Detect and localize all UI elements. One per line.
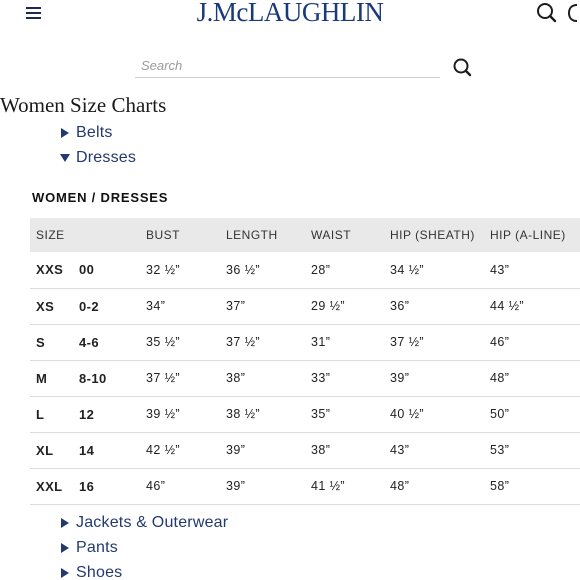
triangle-right-icon — [58, 566, 72, 580]
shopping-bag-icon[interactable] — [566, 2, 580, 24]
bust-cell: 39 ½” — [140, 396, 220, 432]
hip-sheath-cell: 39” — [384, 360, 484, 396]
size-cell: M — [30, 360, 73, 396]
column-header — [73, 218, 140, 252]
accordion-label: Dresses — [76, 149, 137, 166]
table-row — [30, 360, 580, 396]
size-number-cell: 12 — [73, 396, 140, 432]
column-header: HIP (SHEATH) — [384, 218, 484, 252]
table-row — [30, 396, 580, 432]
hip-aline-cell: 50” — [484, 396, 580, 432]
length-cell: 37 ½” — [220, 324, 305, 360]
size-number-cell: 8-10 — [73, 360, 140, 396]
accordion-shoes[interactable] — [58, 562, 122, 580]
size-cell: XXL — [30, 468, 73, 504]
accordion-label: Pants — [76, 539, 118, 556]
table-header-row — [30, 218, 580, 252]
accordion-label: Shoes — [76, 564, 123, 580]
triangle-right-icon — [58, 541, 72, 555]
bust-cell: 42 ½” — [140, 432, 220, 468]
column-header: WAIST — [305, 218, 384, 252]
length-cell: 38” — [220, 360, 305, 396]
hip-sheath-cell: 43” — [384, 432, 484, 468]
brand-logo[interactable]: J.McLAUGHLIN — [196, 0, 384, 27]
length-cell: 39” — [220, 468, 305, 504]
accordion-pants[interactable] — [58, 537, 118, 559]
waist-cell: 29 ½” — [305, 288, 384, 324]
hip-aline-cell: 43” — [484, 252, 580, 288]
accordion-label: Jackets & Outerwear — [76, 514, 229, 531]
hip-sheath-cell: 37 ½” — [384, 324, 484, 360]
triangle-right-icon — [58, 516, 72, 530]
size-chart-table — [30, 218, 580, 505]
table-row — [30, 324, 580, 360]
hip-sheath-cell: 40 ½” — [384, 396, 484, 432]
hip-sheath-cell: 36” — [384, 288, 484, 324]
bust-cell: 32 ½” — [140, 252, 220, 288]
waist-cell: 35” — [305, 396, 384, 432]
bust-cell: 46” — [140, 468, 220, 504]
size-cell: XL — [30, 432, 73, 468]
hip-aline-cell: 46” — [484, 324, 580, 360]
site-header — [0, 0, 580, 28]
table-row — [30, 252, 580, 288]
length-cell: 38 ½” — [220, 396, 305, 432]
triangle-down-icon — [58, 151, 72, 165]
hip-sheath-cell: 48” — [384, 468, 484, 504]
search-icon[interactable] — [451, 56, 473, 78]
waist-cell: 31” — [305, 324, 384, 360]
length-cell: 39” — [220, 432, 305, 468]
bust-cell: 34” — [140, 288, 220, 324]
column-header: SIZE — [30, 218, 73, 252]
size-number-cell: 14 — [73, 432, 140, 468]
bust-cell: 37 ½” — [140, 360, 220, 396]
waist-cell: 28” — [305, 252, 384, 288]
search-input[interactable] — [135, 54, 440, 76]
size-number-cell: 00 — [73, 252, 140, 288]
page-title: Women Size Charts — [0, 93, 167, 117]
size-cell: XXS — [30, 252, 73, 288]
table-row — [30, 288, 580, 324]
size-number-cell: 16 — [73, 468, 140, 504]
size-cell: XS — [30, 288, 73, 324]
accordion-jackets-outerwear[interactable] — [58, 512, 228, 534]
waist-cell: 33” — [305, 360, 384, 396]
table-row — [30, 432, 580, 468]
hip-aline-cell: 58” — [484, 468, 580, 504]
accordion-dresses[interactable] — [58, 147, 136, 169]
length-cell: 37” — [220, 288, 305, 324]
size-number-cell: 4-6 — [73, 324, 140, 360]
length-cell: 36 ½” — [220, 252, 305, 288]
size-number-cell: 0-2 — [73, 288, 140, 324]
hip-aline-cell: 48” — [484, 360, 580, 396]
triangle-right-icon — [58, 126, 72, 140]
hip-sheath-cell: 34 ½” — [384, 252, 484, 288]
waist-cell: 41 ½” — [305, 468, 384, 504]
search-bar — [135, 54, 440, 78]
table-row — [30, 468, 580, 504]
accordion-label: Belts — [76, 124, 113, 141]
waist-cell: 38” — [305, 432, 384, 468]
hip-aline-cell: 53” — [484, 432, 580, 468]
size-cell: L — [30, 396, 73, 432]
column-header: HIP (A-LINE) — [484, 218, 580, 252]
bust-cell: 35 ½” — [140, 324, 220, 360]
hip-aline-cell: 44 ½” — [484, 288, 580, 324]
size-cell: S — [30, 324, 73, 360]
accordion-belts[interactable] — [58, 122, 113, 144]
column-header: BUST — [140, 218, 220, 252]
search-icon[interactable] — [536, 2, 558, 24]
size-chart-title: WOMEN / DRESSES — [32, 190, 169, 205]
column-header: LENGTH — [220, 218, 305, 252]
